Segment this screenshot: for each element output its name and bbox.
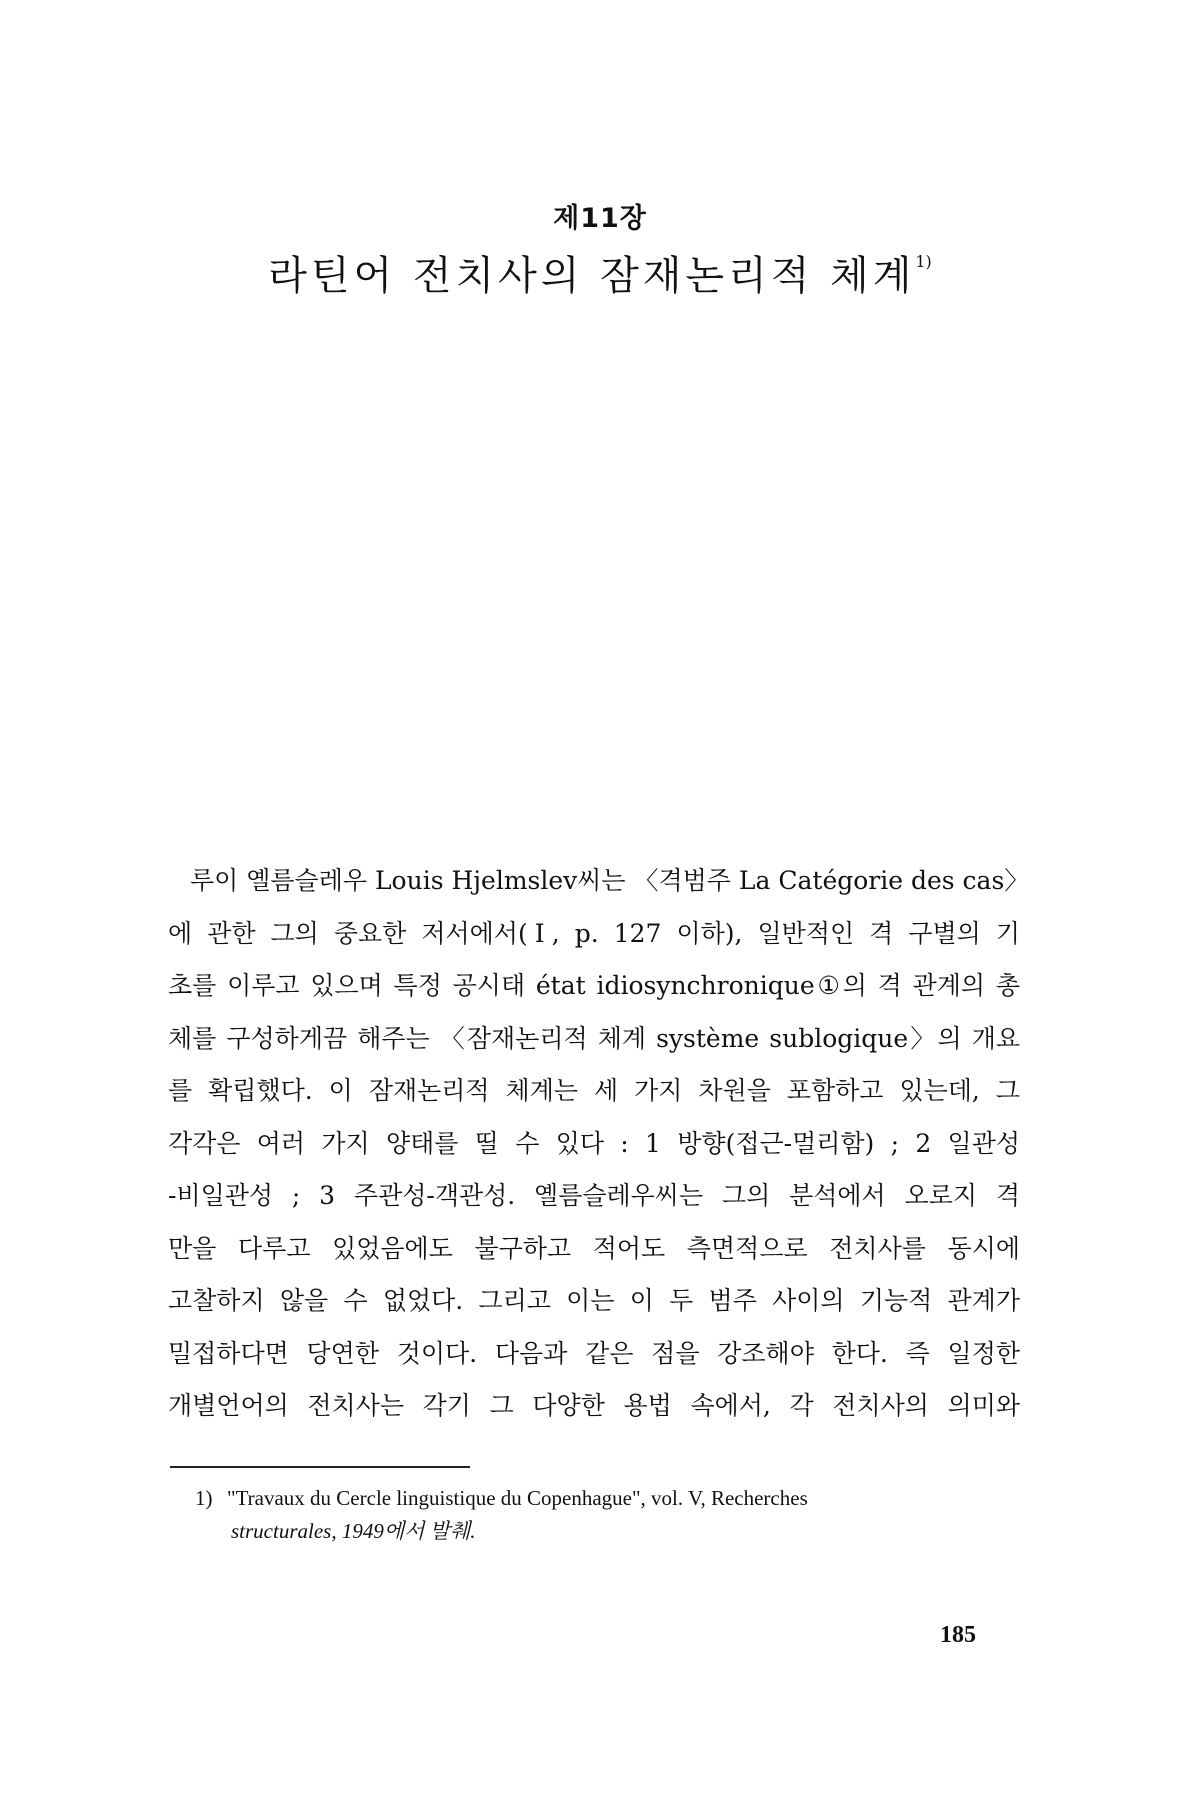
footnote-text-line1: "Travaux du Cercle linguistique du Copenhague", vol. V, Recherches bbox=[227, 1486, 808, 1510]
footnote-text-line2: structurales, 1949에서 발췌. bbox=[231, 1519, 476, 1543]
body-line: 밀접하다면 당연한 것이다. 다음과 같은 점을 강조해야 한다. 즉 일정한 bbox=[168, 1338, 1020, 1368]
body-line: 개별언어의 전치사는 각기 그 다양한 용법 속에서, 각 전치사의 의미와 bbox=[168, 1391, 1020, 1420]
chapter-title bbox=[0, 244, 1200, 301]
body-line: 에 관한 그의 중요한 저서에서(Ⅰ, p. 127 이하), 일반적인 격 구별의 기 bbox=[168, 918, 1020, 948]
body-line: 만을 다루고 있었음에도 불구하고 적어도 측면적으로 전치사를 동시에 bbox=[168, 1233, 1020, 1263]
page-number: 185 bbox=[940, 1622, 976, 1648]
body-paragraph bbox=[168, 855, 1030, 1433]
body-line: 를 확립했다. 이 잠재논리적 체계는 세 가지 차원을 포함하고 있는데, 그 bbox=[168, 1076, 1020, 1105]
body-line: 체를 구성하게끔 해주는 〈잠재논리적 체계 système sublogique〉의 개요 bbox=[168, 1023, 1020, 1053]
body-line: 각각은 여러 가지 양태를 띨 수 있다 : 1 방향(접근-멀리함) ; 2 일관성 bbox=[168, 1128, 1020, 1158]
chapter-title-footnote-marker: 1) bbox=[915, 252, 932, 271]
footnote-divider bbox=[170, 1466, 470, 1468]
body-line: 초를 이루고 있으며 특정 공시태 état idiosynchronique①의 격 관계의 총 bbox=[168, 971, 1020, 1000]
footnote-number: 1) bbox=[195, 1486, 213, 1510]
chapter-label: 제11장 bbox=[553, 203, 647, 234]
chapter-title-text: 라틴어 전치사의 잠재논리적 체계 bbox=[268, 253, 916, 299]
body-line: -비일관성 ; 3 주관성-객관성. 옐름슬레우씨는 그의 분석에서 오로지 격 bbox=[168, 1181, 1020, 1210]
footnote bbox=[195, 1482, 1025, 1548]
body-line: 고찰하지 않을 수 없었다. 그리고 이는 이 두 범주 사이의 기능적 관계가 bbox=[168, 1286, 1020, 1315]
body-line: 루이 옐름슬레우 Louis Hjelmslev씨는 〈격범주 La Catégorie des cas〉 bbox=[190, 866, 1030, 895]
